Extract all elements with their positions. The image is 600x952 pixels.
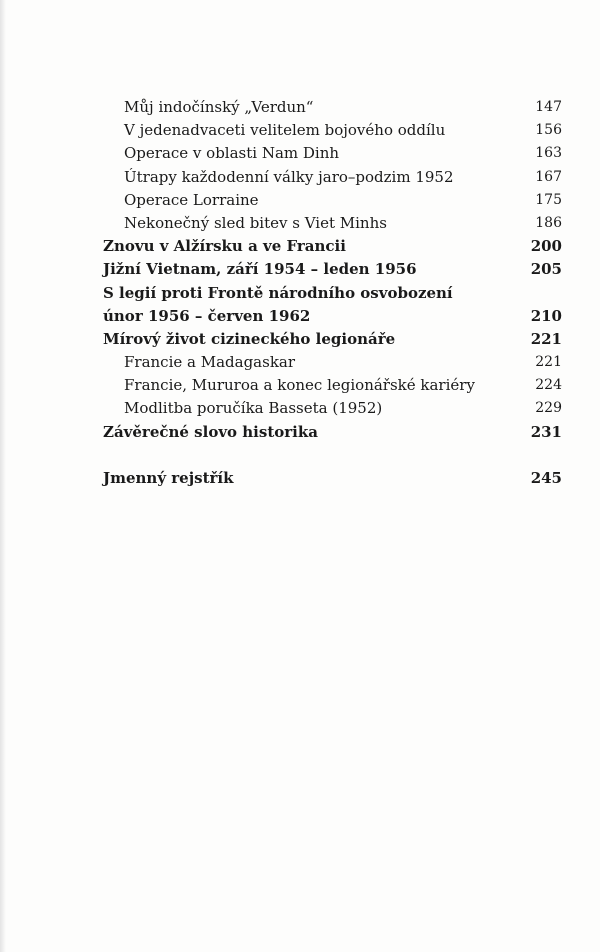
toc-entry-page: 156 (535, 122, 562, 139)
toc-entry-page: 231 (530, 422, 562, 441)
toc-entry-page: 186 (535, 214, 562, 231)
toc-entry (0, 212, 600, 235)
toc-entry-title: Francie, Mururoa a konec legionářské kariéry (124, 376, 475, 395)
toc-entry-title: Operace v oblasti Nam Dinh (124, 144, 340, 163)
toc-entry (0, 397, 600, 420)
toc-entry (0, 235, 600, 258)
toc-entry-page: 224 (535, 377, 562, 394)
toc-entry-page: 229 (535, 400, 562, 417)
toc-entry-title: Znovu v Alžírsku a ve Francii (103, 237, 346, 256)
toc-entry-page: 147 (535, 99, 562, 115)
toc-entry-page: 200 (530, 237, 562, 256)
toc-entry (0, 328, 600, 351)
toc-entry-page: 221 (530, 329, 562, 348)
toc-entry-title: Jmenný rejstřík (103, 468, 234, 487)
toc-entry-title: Nekonečný sled bitev s Viet Minhs (124, 213, 387, 232)
toc-entry-title: Modlitba poručíka Basseta (1952) (124, 399, 383, 418)
toc-entry-title: Závěrečné slovo historika (103, 422, 318, 441)
toc-entry-page: 205 (530, 260, 562, 279)
toc-entry-title: Mírový život cizineckého legionáře (103, 329, 396, 348)
toc-entry-title: Útrapy každodenní války jaro–podzim 1952 (124, 167, 454, 186)
toc-entry-page: 245 (530, 468, 562, 487)
toc-entry-title: únor 1956 – červen 1962 (103, 306, 311, 325)
toc-entry-title: Operace Lorraine (124, 190, 259, 209)
toc-entry (0, 305, 600, 328)
toc-entry (0, 189, 600, 212)
toc-entry-title: V jedenadvaceti velitelem bojového oddílu (124, 121, 446, 140)
toc-entry-title: Jižní Vietnam, září 1954 – leden 1956 (103, 260, 417, 279)
toc-entry (0, 421, 600, 444)
toc-entry-title: Francie a Madagaskar (124, 353, 296, 372)
toc-entry (0, 374, 600, 397)
toc-entry (0, 142, 600, 165)
toc-entry-title: S legií proti Frontě národního osvobození (103, 283, 453, 302)
toc-entry (0, 258, 600, 281)
toc-entry-page: 221 (535, 354, 562, 371)
toc-entry (0, 351, 600, 374)
toc-entry (0, 467, 600, 490)
toc-entry (0, 282, 600, 305)
table-of-contents (0, 96, 600, 490)
toc-entry-page: 167 (535, 168, 562, 185)
toc-entry-page: 210 (530, 306, 562, 325)
toc-entry (0, 119, 600, 142)
toc-entry-page: 163 (535, 145, 562, 162)
toc-entry (0, 96, 600, 119)
toc-entry-title: Můj indočínský „Verdun“ (124, 98, 314, 116)
toc-entry-page: 175 (535, 191, 562, 208)
toc-entry (0, 166, 600, 189)
